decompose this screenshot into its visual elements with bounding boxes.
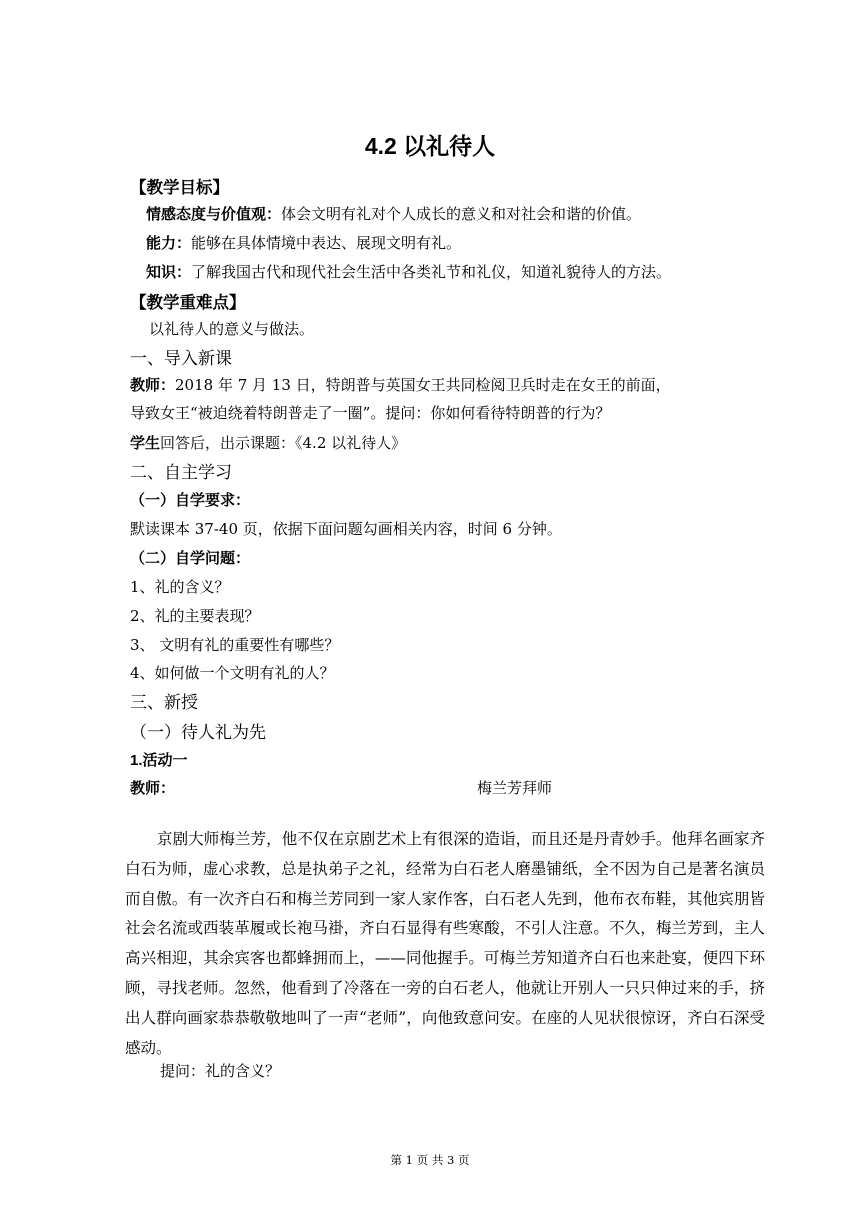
goal-ability-label: 能力： [146,234,192,252]
story-paragraph: 京剧大师梅兰芳，他不仅在京剧艺术上有很深的造诣，而且还是丹青妙手。他拜名画家齐白石为师，虚心求教，总是执弟子之礼，经常为白石老人磨墨铺纸，全不因为自己是著名演员而自傲。有一次齐白石和梅兰芳同到一家人家作客，白石老人先到，他布衣布鞋，其他宾朋皆社会名流或西装革履或长袍马褂，齐白石显得有些寒酸，不引人注意。不久，梅兰芳到，主人高兴相迎，其余宾客也都蜂拥而上，——同他握手。可梅兰芳知道齐白石也来赴宴，便四下环顾，寻找老师。忽然，他看到了冷落在一旁的白石老人，他就让开别人一只只伸过来的手，挤出人群向画家恭恭敬敬地叫了一声“老师”，向他致意问安。在座的人见状很惊讶，齐白石深受感动。 [125,830,765,1057]
question-4: 4、如何做一个文明有礼的人？ [130,664,335,682]
section1-teacher-label: 教师： [130,376,176,394]
question-3: 3、 文明有礼的重要性有哪些？ [130,636,340,654]
page-title: 4.2 以礼待人 [364,133,496,159]
goals-header: 【教学目标】 [130,178,229,197]
goal-emotion-label: 情感态度与价值观： [146,205,282,223]
section2-req-header: （一）自学要求： [130,491,251,509]
activity-label: 1.活动一 [130,752,188,769]
story-question: 提问：礼的含义？ [160,1062,281,1080]
section2-req-text: 默读课本 37-40 页，依据下面问题勾画相关内容，时间 6 分钟。 [130,520,562,538]
section1-teacher-line2: 导致女王“被迫绕着特朗普走了一圈”。提问：你如何看待特朗普的行为？ [130,404,611,422]
keypoints-text: 以礼待人的意义与做法。 [149,320,315,338]
goal-ability [146,232,461,253]
section2-header: 二、自主学习 [130,463,232,482]
page-footer: 第 1 页 共 3 页 [390,1153,470,1167]
question-2: 2、礼的主要表现？ [130,607,260,625]
goal-knowledge-text: 了解我国古代和现代社会生活中各类礼节和礼仪，知道礼貌待人的方法。 [191,263,672,281]
question-1: 1、礼的含义？ [130,578,230,596]
section1-teacher-text1: 2018 年 7 月 13 日，特朗普与英国女王共同检阅卫兵时走在女王的前面， [175,376,671,394]
section1-teacher-line1 [130,374,671,395]
section3-subheader: （一）待人礼为先 [130,723,266,742]
section2-q-header: （二）自学问题： [130,549,251,567]
section1-student-line [130,432,406,453]
goal-knowledge [146,261,671,282]
section1-student-label: 学生 [130,434,161,452]
goal-emotion-text: 体会文明有礼对个人成长的意义和对社会和谐的价值。 [281,205,642,223]
goal-knowledge-label: 知识： [146,263,192,281]
goal-ability-text: 能够在具体情境中表达、展现文明有礼。 [191,234,462,252]
section3-header: 三、新授 [130,693,198,712]
goal-emotion [146,203,641,224]
section1-header: 一、导入新课 [130,349,232,368]
keypoints-header: 【教学重难点】 [130,293,246,312]
section3-teacher-label: 教师： [130,779,176,797]
story-title: 梅兰芳拜师 [477,779,553,797]
section1-student-text: 回答后，出示课题：《4.2 以礼待人》 [160,434,407,452]
